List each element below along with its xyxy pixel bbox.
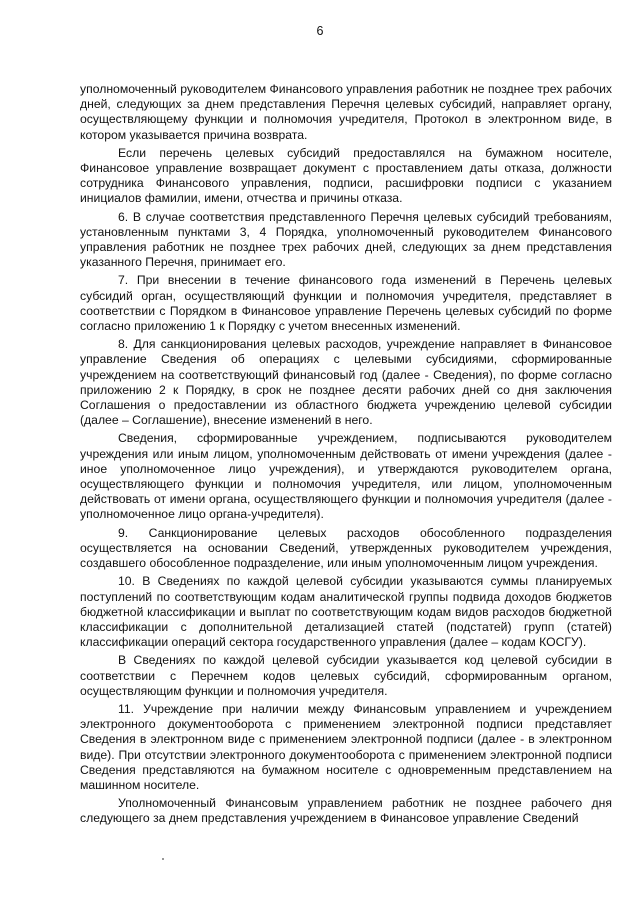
paragraph-paper-rejection: Если перечень целевых субсидий предоставлялся на бумажном носителе, Финансовое управление возвращает документ с проставлением даты отказа, должности сотрудника Финансового управления, подписи, расшифровки подписи с указанием инициалов фамилии, имени, отчества и причины отказа. — [80, 145, 612, 206]
paragraph-continuation: уполномоченный руководителем Финансового управления работник не позднее трех рабочих дней, следующих за днем представления Перечня целевых субсидий, направляет органу, осуществляющему функции и полномочия учредителя, Протокол в электронном виде, в котором указывается причина возврата. — [80, 82, 612, 142]
paragraph-item-8: 8. Для санкционирования целевых расходов, учреждение направляет в Финансовое управление Сведения об операциях с целевыми субсидиями, сформированные учреждением на соответствующий финансовый год (далее - Сведения), по форме согласно приложению 2 к Порядку, в срок не позднее десяти рабочих дней со дня заключения Соглашения о предоставлении из областного бюджета учреждению целевой субсидии (далее – Соглашение), внесение изменений в него. — [80, 337, 612, 428]
paragraph-item-6: 6. В случае соответствия представленного Перечня целевых субсидий требованиям, установленным пунктами 3, 4 Порядка, уполномоченный руководителем Финансового управления работник не позднее трех рабочих дней, следующих за днем представления указанного Перечня, принимает его. — [80, 209, 612, 270]
paragraph-item-7: 7. При внесении в течение финансового года изменений в Перечень целевых субсидий орган, осуществляющий функции и полномочия учредителя, представляет в соответствии с Порядком в Финансовое управление Перечень целевых субсидий по форме согласно приложению 1 к Порядку с учетом внесенных изменений. — [80, 273, 612, 334]
document-body — [80, 82, 612, 830]
page-number: 6 — [316, 24, 324, 38]
paragraph-item-9: 9. Санкционирование целевых расходов обособленного подразделения осуществляется на основании Сведений, утвержденных руководителем учреждения, создавшего обособленное подразделение, или иным уполномоченным лицом учреждения. — [80, 525, 612, 571]
paragraph-subsidy-code: В Сведениях по каждой целевой субсидии указывается код целевой субсидии в соответствии с Перечнем кодов целевых субсидий, сформированным органом, осуществляющим функции и полномочия учредителя. — [80, 653, 612, 698]
paragraph-item-10: 10. В Сведениях по каждой целевой субсидии указываются суммы планируемых поступлений по соответствующим кодам аналитической группы подвида доходов бюджетов бюджетной классификации и выплат по соответствующим кодам видов расходов бюджетной классификации с дополнительной детализацией статей (подстатей) групп (статей) классификации операций сектора государственного управления (далее – кодам КОСГУ). — [80, 574, 612, 650]
paragraph-svedeniya-signing: Сведения, сформированные учреждением, подписываются руководителем учреждения или иным лицом, уполномоченным действовать от имени учреждения (далее - иное уполномоченное лицо учреждения), и утверждаются руководителем органа, осуществляющего функции и полномочия учредителя, или лицом, уполномоченным действовать от имени органа, осуществляющего функции и полномочия учредителя (далее - уполномоченное лицо органа-учредителя). — [80, 431, 612, 522]
paragraph-authorized-worker: Уполномоченный Финансовым управлением работник не позднее рабочего дня следующего за днем представления учреждением в Финансовое управление Сведений — [80, 796, 612, 826]
paragraph-item-11: 11. Учреждение при наличии между Финансовым управлением и учреждением электронного документооборота с применением электронной подписи представляет Сведения в электронном виде с применением электронной подписи (далее - в электронном виде). При отсутствии электронного документооборота с применением электронной подписи Сведения представляются на бумажном носителе с одновременным представлением на машинном носителе. — [80, 701, 612, 792]
scan-speck — [162, 858, 164, 860]
